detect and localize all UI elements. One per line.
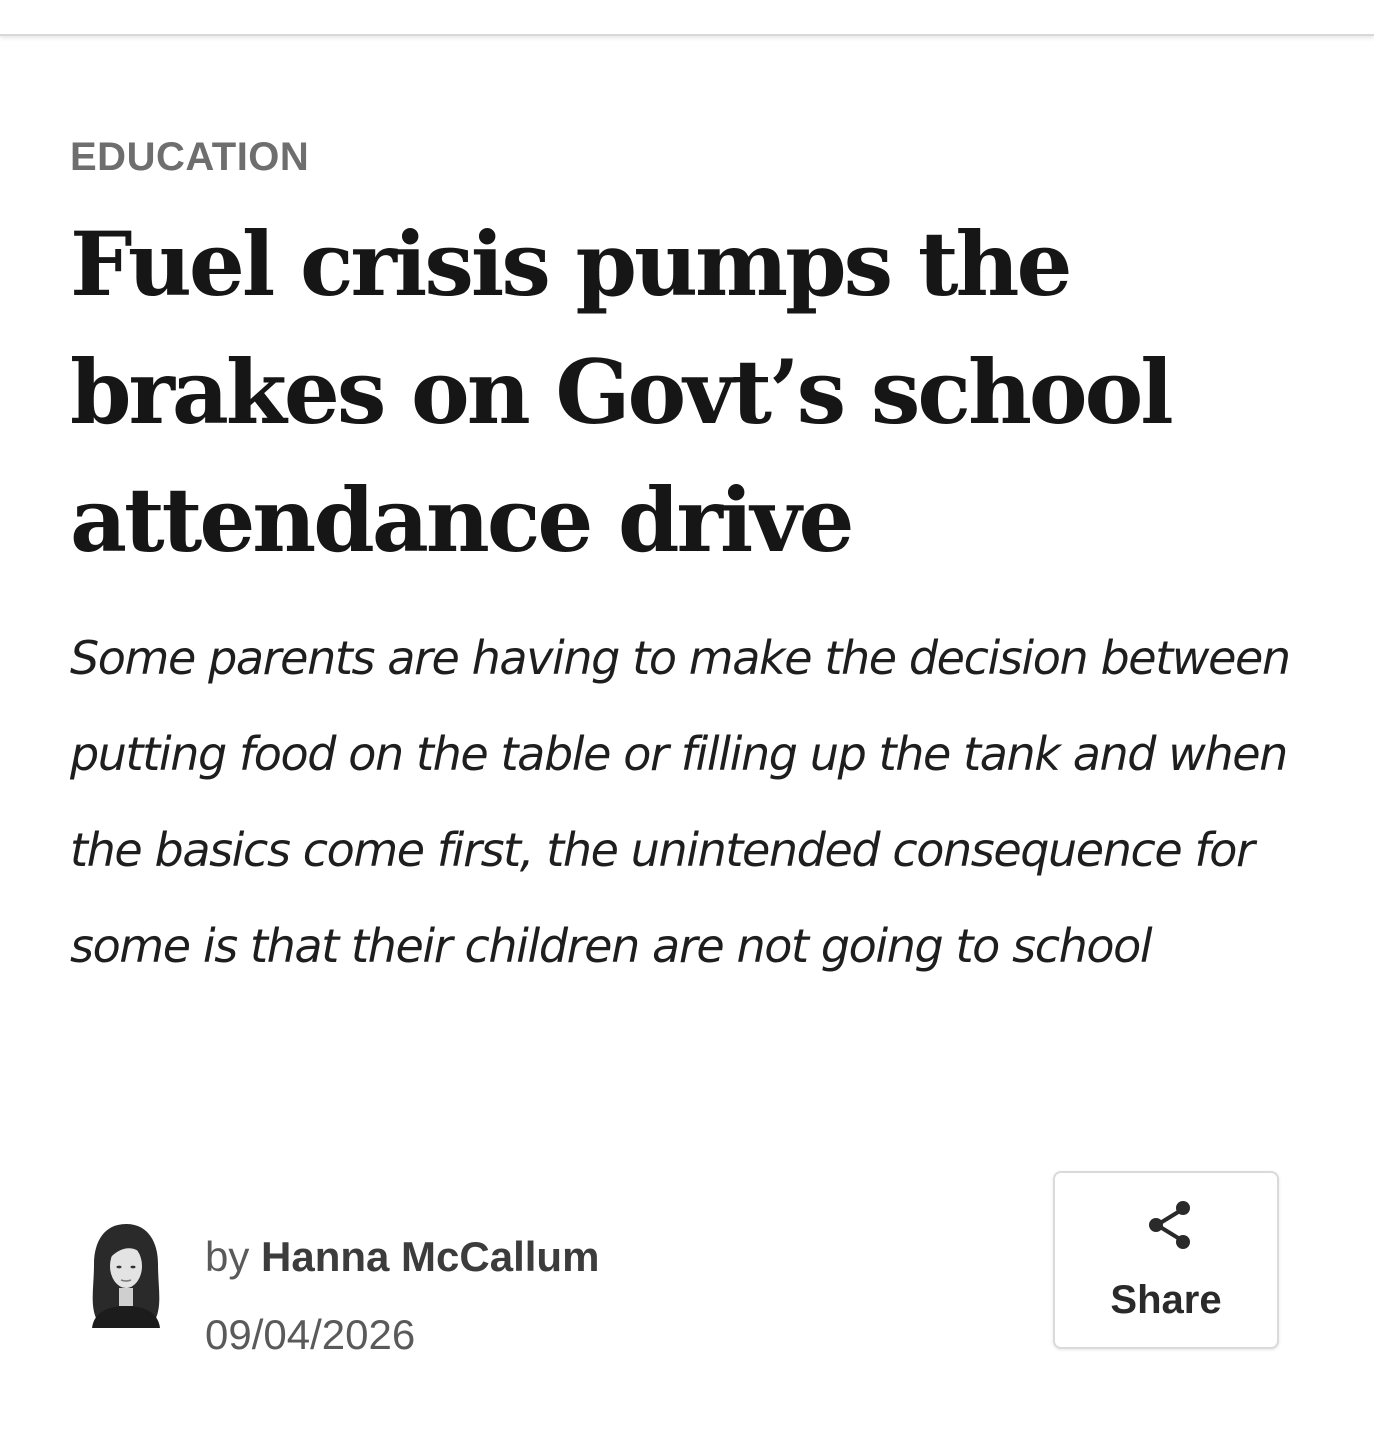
article-headline: Fuel crisis pumps the brakes on Govt’s school attendance drive xyxy=(70,212,1171,572)
share-label: Share xyxy=(1110,1278,1222,1322)
byline-prefix: by xyxy=(205,1233,250,1280)
article-standfirst: Some parents are having to make the decision between putting food on the table or filling up the tank and when the basics come first, the unintended consequence for some is that their children are not going to school xyxy=(70,631,1290,973)
publish-date: 09/04/2026 xyxy=(205,1311,416,1358)
share-icon xyxy=(1145,1199,1195,1251)
byline xyxy=(205,1232,599,1282)
top-bar xyxy=(0,0,1374,36)
author-name[interactable]: Hanna McCallum xyxy=(261,1233,600,1280)
author-avatar[interactable] xyxy=(86,1220,166,1328)
share-button[interactable] xyxy=(1053,1171,1279,1349)
category-label[interactable]: EDUCATION xyxy=(70,135,310,179)
